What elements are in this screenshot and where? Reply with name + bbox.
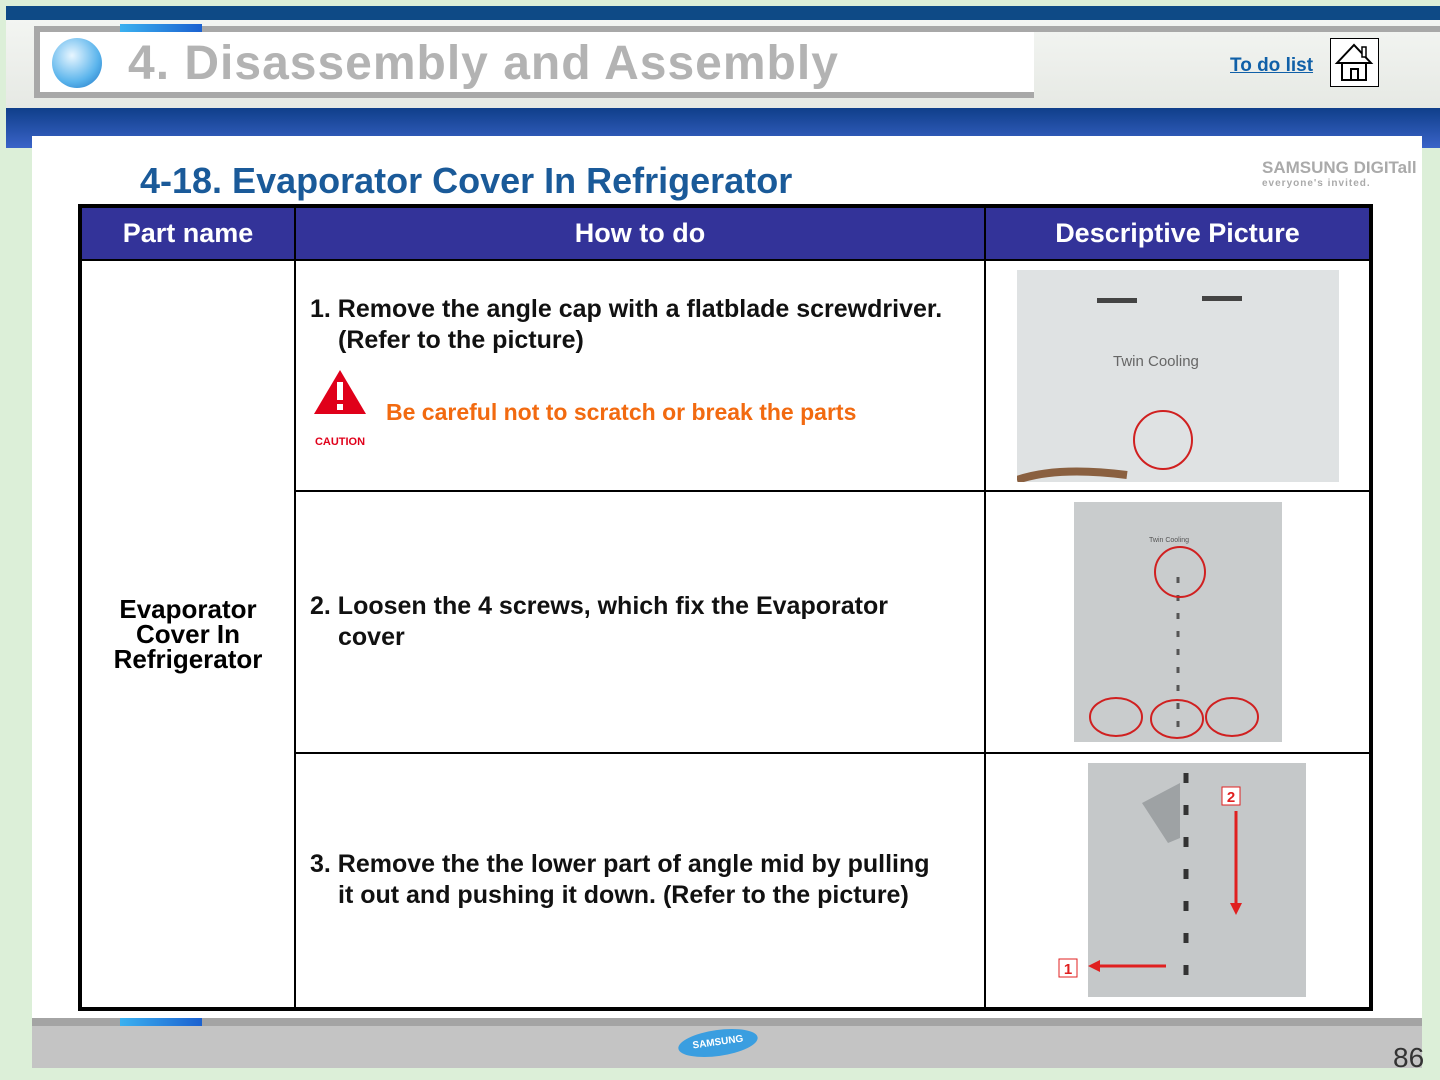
- picture-cell: [985, 753, 1371, 1009]
- procedure-table: [78, 204, 1373, 1011]
- header-picture: Descriptive Picture: [985, 206, 1371, 260]
- todo-list-link[interactable]: To do list: [1230, 55, 1314, 76]
- top-bar: [6, 6, 1440, 20]
- caution-label: CAUTION: [314, 435, 366, 448]
- brand-line2: everyone's invited.: [1262, 178, 1371, 189]
- evaporator-photo-3: [1050, 763, 1306, 997]
- part-name: Evaporator Cover In Refrigerator: [80, 260, 295, 1009]
- table-row: [80, 260, 1371, 491]
- marker-1: 1: [1063, 961, 1072, 979]
- home-icon: [1331, 39, 1378, 86]
- step-text: cover: [338, 623, 405, 652]
- picture-cell: [985, 491, 1371, 753]
- step-text: 2. Loosen the 4 screws, which fix the Evaporator: [310, 592, 888, 621]
- step-text: (Refer to the picture): [338, 325, 584, 354]
- orb-icon: [52, 38, 102, 88]
- step-3: [295, 753, 985, 1009]
- picture-cell: [985, 260, 1371, 491]
- footer-accent: [120, 1018, 202, 1026]
- home-button[interactable]: [1330, 38, 1379, 87]
- marker-2: 2: [1226, 789, 1235, 807]
- section-title: 4-18. Evaporator Cover In Refrigerator: [140, 160, 793, 201]
- brand-line1: SAMSUNG DIGITall: [1262, 158, 1417, 177]
- evaporator-photo-2: [1074, 502, 1282, 742]
- step-1: [295, 260, 985, 491]
- page-number: 86: [1393, 1042, 1425, 1073]
- caution-note: [310, 368, 984, 458]
- header-how-to-do: How to do: [295, 206, 985, 260]
- samsung-logo: SAMSUNG: [677, 1025, 760, 1062]
- step-text: 1. Remove the angle cap with a flatblade screwdriver.: [310, 294, 943, 323]
- picture-label: Twin Cooling: [1112, 352, 1199, 370]
- caution-text: Be careful not to scratch or break the parts: [386, 399, 857, 426]
- page-title: 4. Disassembly and Assembly: [128, 37, 839, 90]
- brand-logo: [1262, 160, 1417, 192]
- caution-icon: [310, 368, 370, 458]
- header-part-name: Part name: [80, 206, 295, 260]
- step-text: 3. Remove the the lower part of angle mid by pulling: [310, 850, 930, 879]
- step-2: [295, 491, 985, 753]
- evaporator-photo-1: [1017, 270, 1339, 482]
- step-text: it out and pushing it down. (Refer to the picture): [338, 881, 909, 910]
- picture-label: Twin Cooling: [1148, 537, 1189, 545]
- accent-bar: [120, 24, 202, 32]
